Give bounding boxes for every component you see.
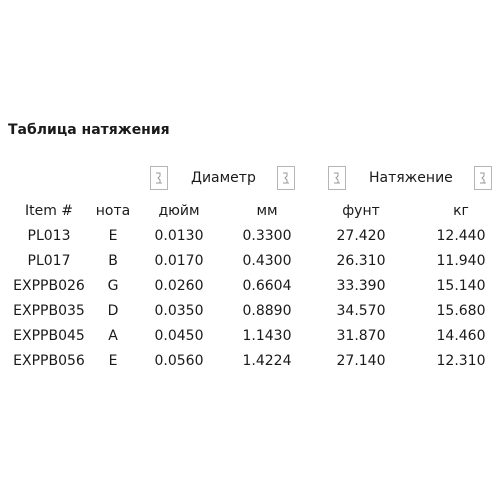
cell-item: EXPPB035 [13, 303, 85, 319]
cell-note: E [108, 228, 118, 244]
cell-item: EXPPB045 [13, 328, 85, 344]
cell-inch: 0.0560 [154, 353, 204, 369]
cell-item: EXPPB026 [13, 278, 85, 294]
cell-lb: 27.140 [336, 353, 386, 369]
cell-kg: 12.440 [436, 228, 486, 244]
group-label-diameter: Диаметр [191, 170, 256, 186]
cell-mm: 0.4300 [242, 253, 292, 269]
cell-lb: 33.390 [336, 278, 386, 294]
cell-lb: 26.310 [336, 253, 386, 269]
column-header-kg: кг [453, 203, 469, 219]
cell-item: PL013 [27, 228, 71, 244]
cell-item: EXPPB056 [13, 353, 85, 369]
cell-inch: 0.0260 [154, 278, 204, 294]
cell-lb: 27.420 [336, 228, 386, 244]
cell-note: D [107, 303, 119, 319]
broken-image-icon [277, 166, 295, 190]
cell-inch: 0.0450 [154, 328, 204, 344]
column-header-note: нота [95, 203, 131, 219]
broken-image-icon [150, 166, 168, 190]
cell-mm: 0.6604 [242, 278, 292, 294]
cell-inch: 0.0350 [154, 303, 204, 319]
cell-note: G [107, 278, 119, 294]
cell-kg: 15.680 [436, 303, 486, 319]
cell-kg: 14.460 [436, 328, 486, 344]
column-header-item: Item # [24, 203, 74, 219]
cell-lb: 31.870 [336, 328, 386, 344]
cell-note: E [108, 353, 118, 369]
cell-kg: 11.940 [436, 253, 486, 269]
cell-item: PL017 [27, 253, 71, 269]
cell-inch: 0.0130 [154, 228, 204, 244]
cell-inch: 0.0170 [154, 253, 204, 269]
broken-image-icon [474, 166, 492, 190]
broken-image-icon [328, 166, 346, 190]
cell-kg: 12.310 [436, 353, 486, 369]
table-title: Таблица натяжения [8, 122, 170, 138]
cell-mm: 0.3300 [242, 228, 292, 244]
cell-lb: 34.570 [336, 303, 386, 319]
cell-note: B [108, 253, 118, 269]
cell-note: A [108, 328, 118, 344]
cell-mm: 0.8890 [242, 303, 292, 319]
column-header-lb: фунт [342, 203, 380, 219]
column-header-mm: мм [256, 203, 278, 219]
column-header-inch: дюйм [158, 203, 200, 219]
cell-kg: 15.140 [436, 278, 486, 294]
cell-mm: 1.4224 [242, 353, 292, 369]
cell-mm: 1.1430 [242, 328, 292, 344]
group-label-tension: Натяжение [369, 170, 453, 186]
